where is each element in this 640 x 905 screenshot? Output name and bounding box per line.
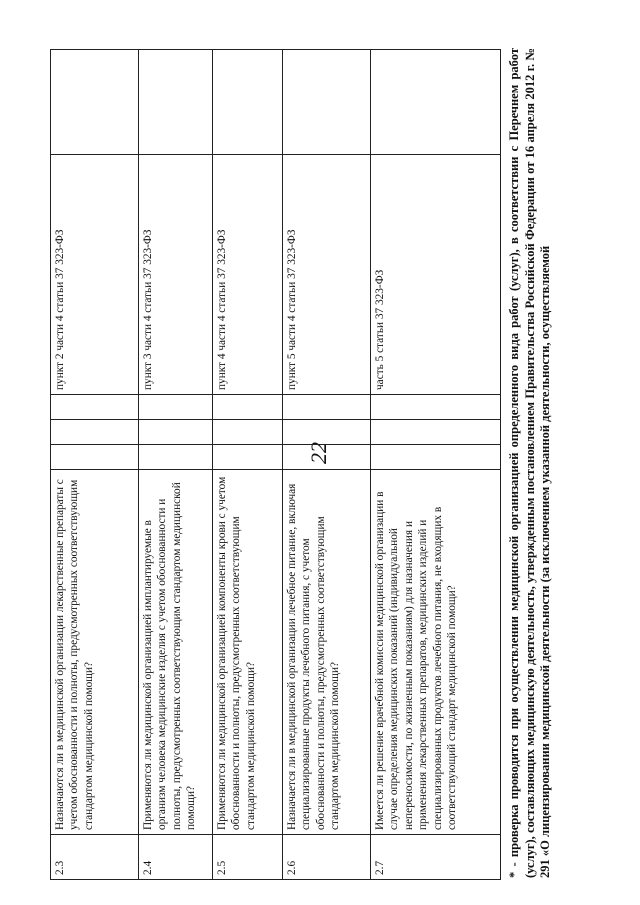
answer-yes-cell bbox=[139, 445, 213, 470]
note-cell bbox=[371, 50, 501, 155]
row-number: 2.7 bbox=[371, 835, 501, 880]
answer-yes-cell bbox=[51, 445, 139, 470]
legal-reference-cell: пункт 4 части 4 статьи 37 323-ФЗ bbox=[213, 155, 283, 395]
question-cell: Назначаются ли в медицинской организации лекарственные препараты с учетом обоснованности и полноты, предусмотренных соответствующим стандартом медицинской помощи? bbox=[51, 470, 139, 835]
footnote: * - проверка проводится при осуществлении медицинской организацией определенного вида работ (услуг), в соответствии с Перечнем работ (услуг), составляющих медицинскую деятельность, утвержденным постановлением Правительства Российской Федерации от 16 апреля 2012 г. № 291 «О лицензировании медицинской деятельности (за исключением указанной деятельности, осуществляемой bbox=[507, 48, 553, 878]
answer-no-cell bbox=[51, 420, 139, 445]
answer-yes-cell bbox=[213, 445, 283, 470]
table-row bbox=[51, 50, 139, 880]
legal-reference-cell: пункт 5 части 4 статьи 37 323-ФЗ bbox=[283, 155, 371, 395]
row-number: 2.3 bbox=[51, 835, 139, 880]
question-cell: Назначается ли в медицинской организации лечебное питание, включая специализированные продукты лечебного питания, с учетом обоснованности и полноты, предусмотренных соответствующим стандартом медицинской помощи? bbox=[283, 470, 371, 835]
legal-reference-cell: пункт 2 части 4 статьи 37 323-ФЗ bbox=[51, 155, 139, 395]
answer-no-cell bbox=[213, 420, 283, 445]
legal-reference-cell: пункт 3 части 4 статьи 37 323-ФЗ bbox=[139, 155, 213, 395]
note-cell bbox=[51, 50, 139, 155]
rotated-page-content bbox=[50, 48, 553, 880]
checklist-table bbox=[50, 49, 501, 880]
answer-na-cell bbox=[139, 395, 213, 420]
row-number: 2.5 bbox=[213, 835, 283, 880]
table-row bbox=[371, 50, 501, 880]
table-row bbox=[283, 50, 371, 880]
row-number: 2.4 bbox=[139, 835, 213, 880]
note-cell bbox=[213, 50, 283, 155]
answer-na-cell bbox=[51, 395, 139, 420]
answer-na-cell bbox=[213, 395, 283, 420]
note-cell bbox=[139, 50, 213, 155]
answer-yes-cell bbox=[283, 445, 371, 470]
legal-reference-cell: часть 5 статьи 37 323-ФЗ bbox=[371, 155, 501, 395]
answer-no-cell bbox=[371, 420, 501, 445]
page-number: 22 bbox=[306, 442, 331, 464]
table-row bbox=[139, 50, 213, 880]
answer-na-cell bbox=[283, 395, 371, 420]
answer-yes-cell bbox=[371, 445, 501, 470]
answer-no-cell bbox=[283, 420, 371, 445]
answer-no-cell bbox=[139, 420, 213, 445]
answer-na-cell bbox=[371, 395, 501, 420]
table-row bbox=[213, 50, 283, 880]
note-cell bbox=[283, 50, 371, 155]
row-number: 2.6 bbox=[283, 835, 371, 880]
question-cell: Применяются ли медицинской организацией компоненты крови с учетом обоснованности и полноты, предусмотренных соответствующим стандартом медицинской помощи? bbox=[213, 470, 283, 835]
question-cell: Имеется ли решение врачебной комиссии медицинской организации в случае определения медицинских показаний (индивидуальной непереносимости, по жизненным показаниям) для назначения и применения лекарственных препаратов, медицинских изделий и специализированных продуктов лечебного питания, не входящих в соответствующий стандарт медицинской помощи? bbox=[371, 470, 501, 835]
question-cell: Применяются ли медицинской организацией имплантируемые в организм человека медицинские изделия с учетом обоснованности и полноты, предусмотренных соответствующим стандартом медицинской помощи? bbox=[139, 470, 213, 835]
